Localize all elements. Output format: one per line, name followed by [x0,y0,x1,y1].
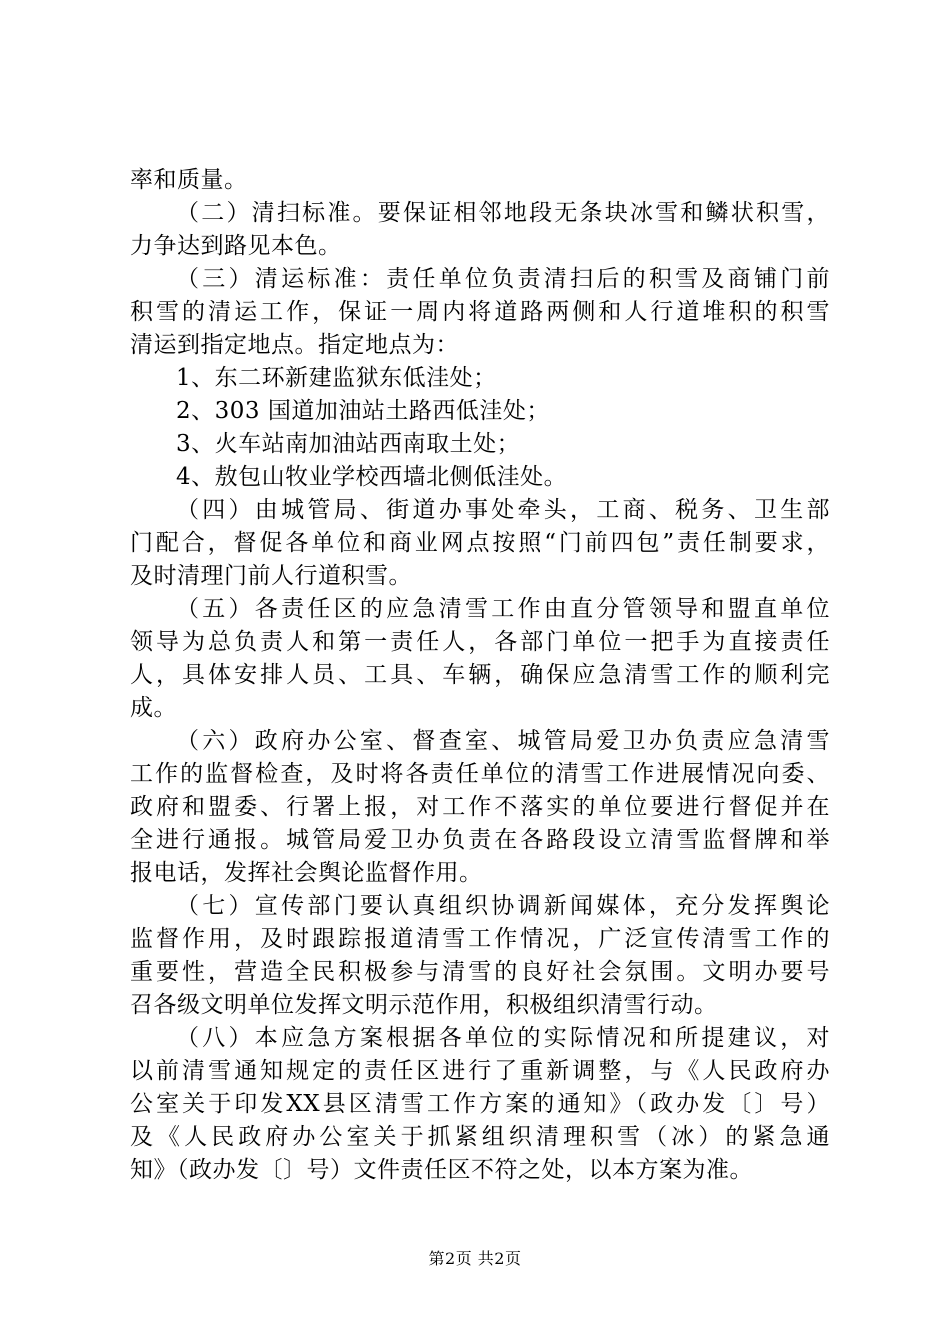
text-line: 监督作用，及时跟踪报道清雪工作情况，广泛宣传清雪工作的 [130,926,830,952]
text-line: 及时清理门前人行道积雪。 [130,563,412,589]
list-item: 1、东二环新建监狱东低洼处； [176,365,497,391]
text-line: 工作的监督检查，及时将各责任单位的清雪工作进展情况向委、 [130,761,830,787]
text-line: （七）宣传部门要认真组织协调新闻媒体，充分发挥舆论 [176,893,830,919]
text-line: 及《人民政府办公室关于抓紧组织清理积雪（冰）的紧急通 [130,1124,830,1150]
text-line: 成。 [130,695,177,721]
page-footer: 第2页 共2页 [428,1249,522,1268]
list-item: 3、火车站南加油站西南取土处； [176,431,521,457]
text-line: 报电话，发挥社会舆论监督作用。 [130,860,483,886]
text-line: （八）本应急方案根据各单位的实际情况和所提建议，对 [176,1025,830,1051]
text-line: 领导为总负责人和第一责任人，各部门单位一把手为直接责任 [130,629,830,655]
text-line: 门配合，督促各单位和商业网点按照“门前四包”责任制要求， [130,530,830,556]
list-item: 4、敖包山牧业学校西墙北侧低洼处。 [176,464,568,490]
text-line: 力争达到路见本色。 [130,233,342,259]
text-line: （五）各责任区的应急清雪工作由直分管领导和盟直单位 [176,596,830,622]
text-line: （四）由城管局、街道办事处牵头，工商、税务、卫生部 [176,497,830,523]
document-body [130,164,830,1187]
text-line: 积雪的清运工作，保证一周内将道路两侧和人行道堆积的积雪 [130,299,830,325]
text-line: 率和质量。 [130,167,248,193]
text-line: 全进行通报。城管局爱卫办负责在各路段设立清雪监督牌和举 [130,827,830,853]
text-line: （二）清扫标准。要保证相邻地段无条块冰雪和鳞状积雪， [176,200,830,226]
text-line: 政府和盟委、行署上报，对工作不落实的单位要进行督促并在 [130,794,830,820]
text-line: （三）清运标准：责任单位负责清扫后的积雪及商铺门前 [176,266,830,292]
text-line: 公室关于印发XX县区清雪工作方案的通知》（政办发〔〕号） [130,1091,830,1117]
text-line: 重要性，营造全民积极参与清雪的良好社会氛围。文明办要号 [130,959,830,985]
text-line: 知》（政办发〔〕号）文件责任区不符之处，以本方案为准。 [130,1157,753,1183]
text-line: 清运到指定地点。指定地点为： [130,332,459,358]
list-item: 2、303 国道加油站土路西低洼处； [176,398,550,424]
text-line: （六）政府办公室、督查室、城管局爱卫办负责应急清雪 [176,728,830,754]
text-line: 以前清雪通知规定的责任区进行了重新调整，与《人民政府办 [130,1058,830,1084]
text-line: 召各级文明单位发挥文明示范作用，积极组织清雪行动。 [130,992,718,1018]
text-line: 人，具体安排人员、工具、车辆，确保应急清雪工作的顺利完 [130,662,830,688]
